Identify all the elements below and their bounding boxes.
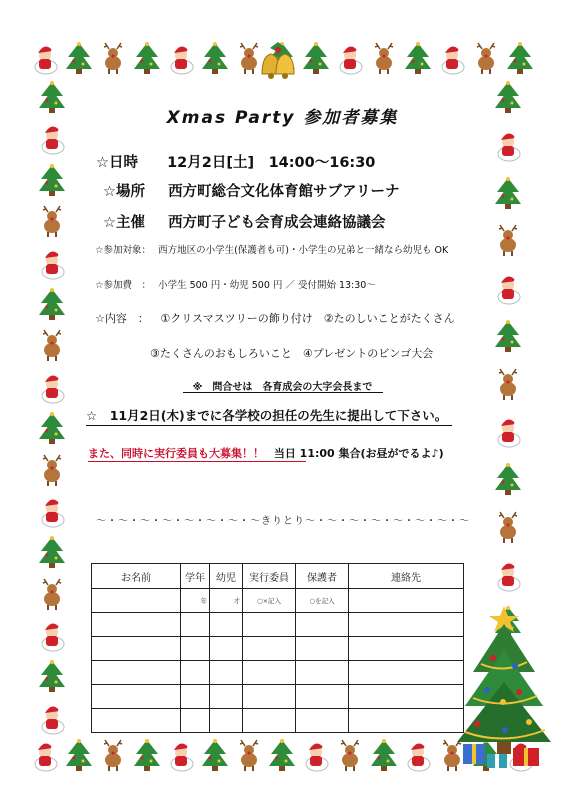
- committee-cell[interactable]: [243, 637, 296, 661]
- christmas-tree-icon: [200, 41, 230, 75]
- christmas-tree-icon: [37, 535, 67, 569]
- christmas-tree-icon: [64, 738, 94, 772]
- fee-row: [95, 277, 376, 291]
- santa-icon: [166, 41, 196, 75]
- grade-cell[interactable]: [181, 685, 210, 709]
- santa-icon: [37, 246, 67, 280]
- recruit-red-text: また、同時に実行委員も大募集！！: [88, 447, 264, 460]
- reindeer-icon: [37, 453, 67, 487]
- infant-cell[interactable]: [210, 661, 243, 685]
- target-value: 西方地区の小学生(保護者も可)・小学生の兄弟と一緒なら幼児も OK: [158, 245, 449, 256]
- committee-cell[interactable]: [243, 613, 296, 637]
- contact-cell[interactable]: [349, 709, 464, 733]
- christmas-tree-icon: [37, 287, 67, 321]
- recruit-underline: [88, 461, 306, 462]
- reindeer-icon: [37, 204, 67, 238]
- santa-icon: [403, 738, 433, 772]
- name-cell[interactable]: [92, 637, 181, 661]
- host-label: ☆主催: [103, 215, 145, 231]
- contact-cell[interactable]: [349, 661, 464, 685]
- form-row: [92, 589, 464, 613]
- application-form: [91, 563, 464, 733]
- christmas-tree-icon: [37, 411, 67, 445]
- reindeer-icon: [335, 738, 365, 772]
- christmas-tree-icon: [132, 738, 162, 772]
- christmas-tree-icon: [493, 176, 523, 210]
- santa-icon: [493, 558, 523, 592]
- contact-cell[interactable]: [349, 685, 464, 709]
- guardian-cell[interactable]: [296, 709, 349, 733]
- infant-cell[interactable]: [210, 709, 243, 733]
- name-cell[interactable]: [92, 709, 181, 733]
- grade-cell[interactable]: [181, 613, 210, 637]
- christmas-tree-icon: [493, 462, 523, 496]
- christmas-tree-icon: [132, 41, 162, 75]
- committee-cell[interactable]: [243, 685, 296, 709]
- deadline-underline: [86, 425, 452, 426]
- form-header-row: [92, 564, 464, 589]
- santa-icon: [166, 738, 196, 772]
- contact-note: ※ 問合せは 各育成会の大字会長まで: [192, 382, 373, 393]
- reindeer-icon: [493, 510, 523, 544]
- santa-icon: [30, 738, 60, 772]
- fee-label: ☆参加費 ：: [95, 280, 152, 291]
- grade-cell[interactable]: [181, 661, 210, 685]
- santa-icon: [493, 414, 523, 448]
- contact-cell[interactable]: [349, 589, 464, 613]
- decorated-tree-icon: [453, 602, 555, 770]
- santa-icon: [37, 618, 67, 652]
- fee-value: 小学生 500 円・幼児 500 円 ／ 受付開始 13:30〜: [158, 280, 376, 291]
- place-label: ☆場所: [103, 184, 145, 200]
- reindeer-icon: [37, 328, 67, 362]
- guardian-cell[interactable]: [296, 661, 349, 685]
- header-contact: 連絡先: [349, 564, 464, 589]
- name-cell[interactable]: [92, 613, 181, 637]
- host-row: [103, 211, 386, 232]
- infant-hint: 才: [233, 596, 240, 605]
- content-label: ☆内容 ：: [95, 312, 149, 325]
- recruit-black-text: 当日 11:00 集合(お昼がでるよ♪): [273, 447, 444, 460]
- christmas-tree-icon: [37, 659, 67, 693]
- bells-icon: [254, 40, 302, 82]
- name-cell[interactable]: [92, 661, 181, 685]
- reindeer-icon: [98, 41, 128, 75]
- date-value: 12月2日[土] 14:00〜16:30: [167, 155, 376, 171]
- guardian-cell[interactable]: [296, 589, 349, 613]
- recruit-row: [88, 445, 444, 461]
- reindeer-icon: [471, 41, 501, 75]
- header-name: お名前: [92, 564, 181, 589]
- form-row: [92, 661, 464, 685]
- santa-icon: [37, 701, 67, 735]
- grade-cell[interactable]: [181, 637, 210, 661]
- infant-cell[interactable]: [210, 589, 243, 613]
- infant-cell[interactable]: [210, 637, 243, 661]
- grade-cell[interactable]: [181, 709, 210, 733]
- santa-icon: [30, 41, 60, 75]
- reindeer-icon: [369, 41, 399, 75]
- guardian-cell[interactable]: [296, 637, 349, 661]
- reindeer-icon: [234, 738, 264, 772]
- committee-cell[interactable]: [243, 661, 296, 685]
- reindeer-icon: [37, 577, 67, 611]
- cut-line: ～・～・～・～・～・～・～・～きりとり～・～・～・～・～・～・～・～: [96, 516, 470, 527]
- page-title: Xmas Party 参加者募集: [166, 108, 399, 128]
- grade-hint: 年: [200, 596, 207, 605]
- christmas-tree-icon: [403, 41, 433, 75]
- infant-cell[interactable]: [210, 613, 243, 637]
- name-cell[interactable]: [92, 589, 181, 613]
- header-grade: 学年: [181, 564, 210, 589]
- deadline-text: ☆ 11月2日(木)までに各学校の担任の先生に提出して下さい。: [86, 408, 448, 423]
- guardian-cell[interactable]: [296, 685, 349, 709]
- left-border: [32, 80, 72, 735]
- content-line-1: ①クリスマスツリーの飾り付け ②たのしいことがたくさん: [160, 312, 455, 325]
- date-row: [96, 151, 375, 172]
- form-row: [92, 613, 464, 637]
- santa-icon: [37, 494, 67, 528]
- christmas-tree-icon: [369, 738, 399, 772]
- santa-icon: [493, 128, 523, 162]
- header-infant: 幼児: [210, 564, 243, 589]
- header-guardian: 保護者: [296, 564, 349, 589]
- header-committee: 実行委員: [243, 564, 296, 589]
- guardian-hint: ○を記入: [309, 596, 335, 605]
- christmas-tree-icon: [200, 738, 230, 772]
- grade-cell[interactable]: [181, 589, 210, 613]
- christmas-tree-icon: [493, 319, 523, 353]
- christmas-tree-icon: [64, 41, 94, 75]
- contact-note-underline: [183, 392, 383, 393]
- host-value: 西方町子ども会育成会連絡協議会: [168, 215, 386, 231]
- name-cell[interactable]: [92, 685, 181, 709]
- christmas-tree-icon: [267, 738, 297, 772]
- form-row: [92, 709, 464, 733]
- committee-cell[interactable]: [243, 709, 296, 733]
- infant-cell[interactable]: [210, 685, 243, 709]
- target-row: [95, 242, 448, 256]
- santa-icon: [335, 41, 365, 75]
- christmas-tree-icon: [37, 163, 67, 197]
- target-label: ☆参加対象：: [95, 245, 152, 256]
- santa-icon: [301, 738, 331, 772]
- reindeer-icon: [98, 738, 128, 772]
- place-row: [103, 180, 399, 201]
- date-label: ☆日時: [96, 155, 138, 171]
- content-line-2: ③たくさんのおもしろいこと ④プレゼントのビンゴ大会: [150, 347, 434, 360]
- content-row: [95, 310, 455, 326]
- form-row: [92, 637, 464, 661]
- santa-icon: [493, 271, 523, 305]
- christmas-tree-icon: [301, 41, 331, 75]
- christmas-tree-icon: [505, 41, 535, 75]
- committee-hint: ○×記入: [256, 596, 282, 605]
- contact-cell[interactable]: [349, 613, 464, 637]
- place-value: 西方町総合文化体育館サブアリーナ: [168, 184, 400, 200]
- contact-cell[interactable]: [349, 637, 464, 661]
- reindeer-icon: [493, 223, 523, 257]
- form-row: [92, 685, 464, 709]
- santa-icon: [437, 41, 467, 75]
- guardian-cell[interactable]: [296, 613, 349, 637]
- committee-cell[interactable]: [243, 589, 296, 613]
